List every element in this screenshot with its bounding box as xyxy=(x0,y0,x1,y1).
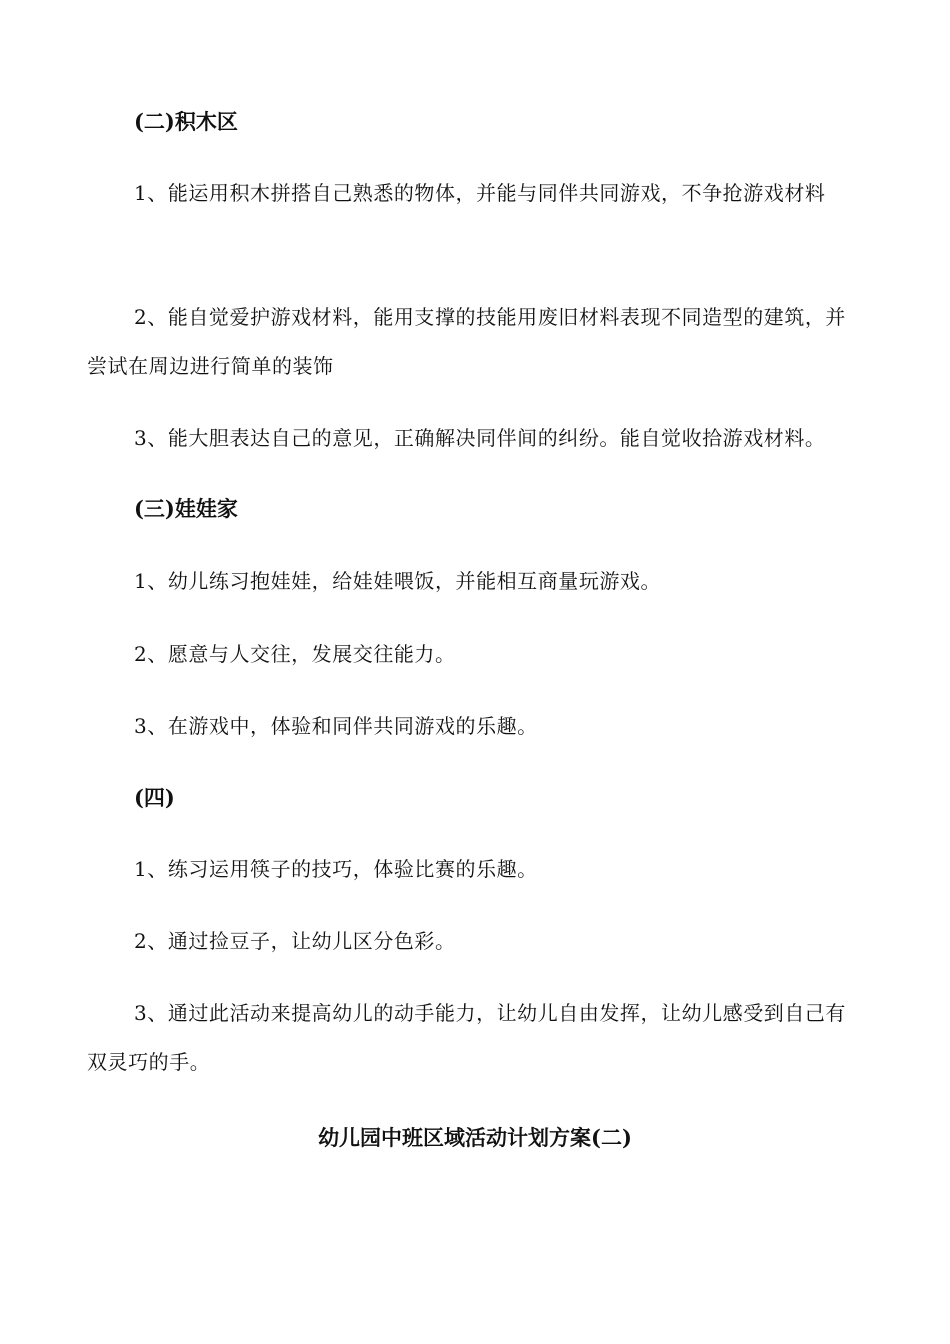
doll-house-item-2: 2、愿意与人交往，发展交往能力。 xyxy=(134,642,456,666)
doll-house-item-1: 1、幼儿练习抱娃娃，给娃娃喂饭，并能相互商量玩游戏。 xyxy=(134,569,662,593)
section-four-item-3: 3、通过此活动来提高幼儿的动手能力，让幼儿自由发挥，让幼儿感受到自己有双灵巧的手。 xyxy=(87,1001,846,1074)
section-four-item-1: 1、练习运用筷子的技巧，体验比赛的乐趣。 xyxy=(134,857,538,881)
blocks-item-3: 3、能大胆表达自己的意见，正确解决同伴间的纠纷。能自觉收拾游戏材料。 xyxy=(134,426,826,450)
section-heading-four: (四) xyxy=(134,785,175,810)
section-heading-doll-house: (三)娃娃家 xyxy=(134,496,238,521)
blocks-item-2: 2、能自觉爱护游戏材料，能用支撑的技能用废旧材料表现不同造型的建筑，并尝试在周边进行简单的装饰 xyxy=(87,305,846,378)
section-four-item-2: 2、通过捡豆子，让幼儿区分色彩。 xyxy=(134,929,456,953)
blocks-item-1: 1、能运用积木拼搭自己熟悉的物体，并能与同伴共同游戏，不争抢游戏材料 xyxy=(134,181,826,205)
doll-house-item-3: 3、在游戏中，体验和同伴共同游戏的乐趣。 xyxy=(134,714,538,738)
next-plan-title: 幼儿园中班区域活动计划方案(二) xyxy=(318,1125,632,1150)
section-heading-blocks: (二)积木区 xyxy=(134,109,238,134)
